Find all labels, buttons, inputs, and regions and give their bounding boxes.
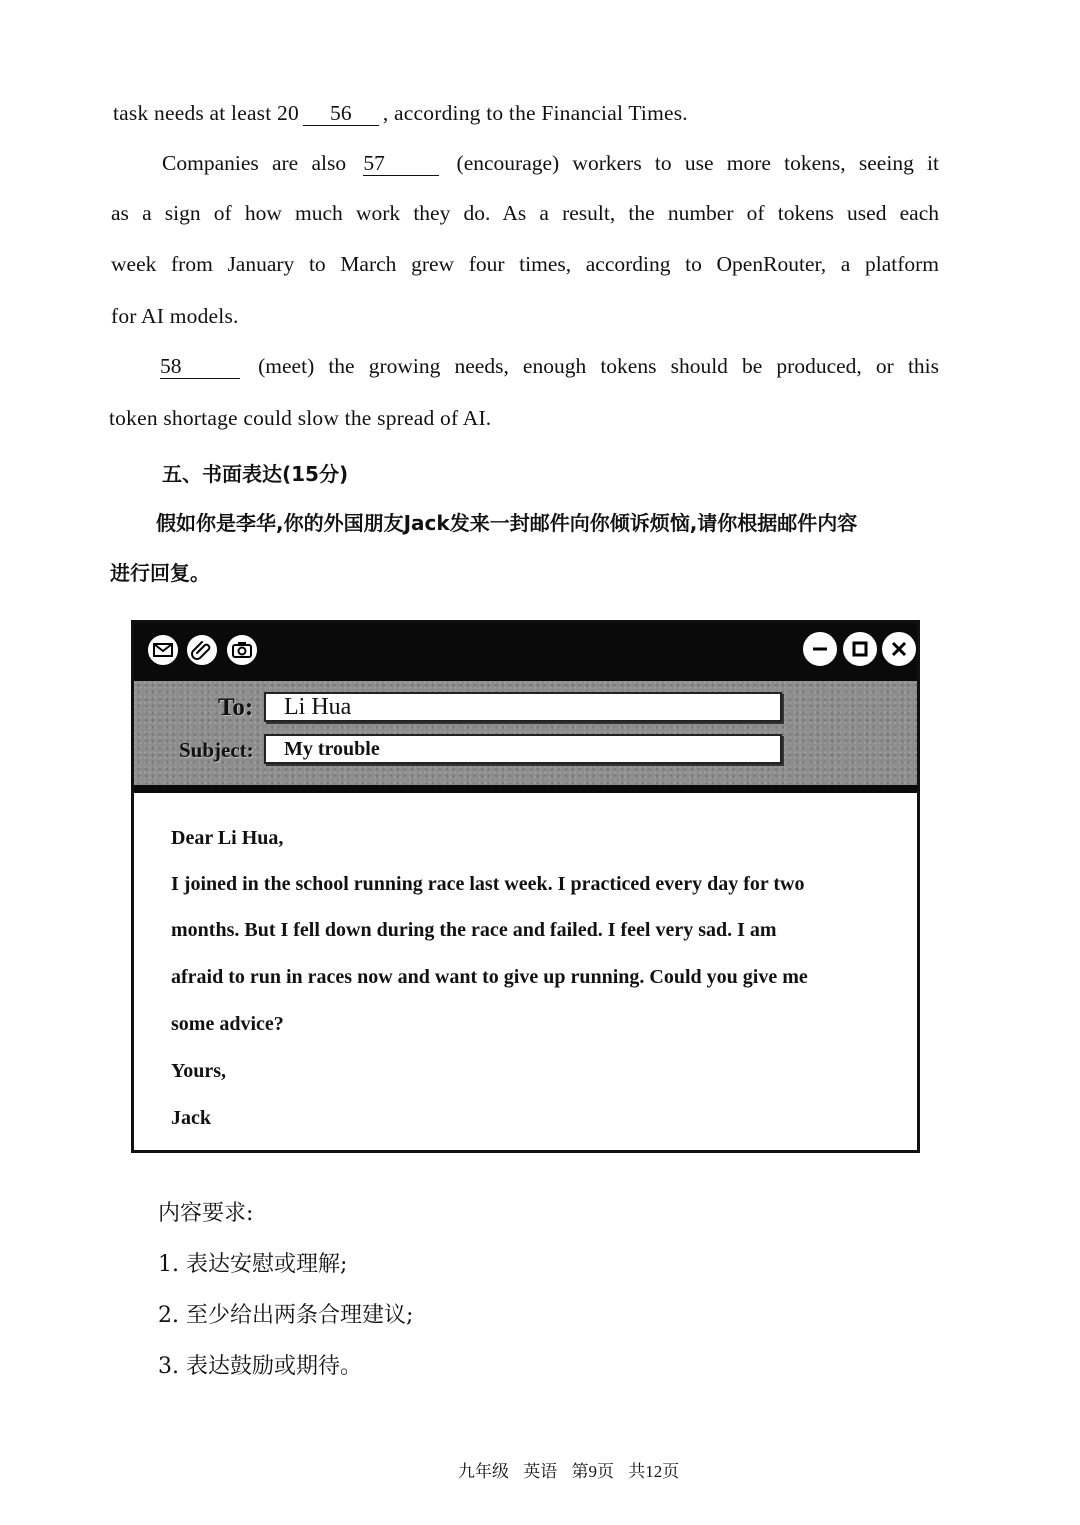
email-body-line: afraid to run in races now and want to give up running. Could you give me [171, 966, 808, 988]
camera-icon[interactable] [227, 635, 257, 665]
instruction-line-2: 进行回复。 [110, 561, 210, 585]
maximize-icon[interactable] [843, 632, 877, 666]
passage-line-1 [113, 101, 688, 126]
requirements-title: 内容要求: [158, 1201, 254, 1226]
close-icon[interactable] [882, 632, 916, 666]
to-field[interactable]: Li Hua [264, 692, 782, 722]
passage-line-2 [162, 151, 939, 176]
email-window [131, 620, 920, 1153]
blank-56: 56 [303, 102, 379, 126]
attachment-icon[interactable] [187, 635, 217, 665]
to-label: To: [218, 694, 254, 721]
email-closing: Yours, [171, 1060, 227, 1082]
passage-text: task needs at least 20 [113, 101, 299, 125]
blank-57: 57 [363, 152, 439, 176]
minimize-icon[interactable] [803, 632, 837, 666]
requirement-item-2: 2. 至少给出两条合理建议; [158, 1303, 414, 1328]
header-divider [134, 785, 917, 793]
requirement-item-3: 3. 表达鼓励或期待。 [158, 1354, 362, 1379]
blank-58: 58 [160, 355, 240, 379]
subject-label: Subject: [179, 738, 254, 762]
passage-text: (meet) the growing needs, enough tokens should be produced, or this [258, 354, 940, 378]
email-body-line: I joined in the school running race last week. I practiced every day for two [171, 873, 805, 895]
requirement-item-1: 1. 表达安慰或理解; [158, 1252, 348, 1277]
email-body-line: months. But I fell down during the race and failed. I feel very sad. I am [171, 919, 777, 941]
passage-line-5: for AI models. [111, 304, 239, 328]
email-greeting: Dear Li Hua, [171, 827, 284, 849]
passage-text: , according to the Financial Times. [382, 101, 688, 125]
passage-line-3: as a sign of how much work they do. As a result, the number of tokens used each [111, 201, 939, 225]
section-heading: 五、书面表达(15分) [162, 462, 349, 486]
subject-field[interactable]: My trouble [264, 734, 782, 764]
passage-text: (encourage) workers to use more tokens, seeing it [456, 151, 939, 175]
passage-line-7: token shortage could slow the spread of AI. [109, 406, 492, 430]
envelope-icon[interactable] [148, 635, 178, 665]
email-body-line: some advice? [171, 1013, 284, 1035]
instruction-line-1: 假如你是李华,你的外国朋友Jack发来一封邮件向你倾诉烦恼,请你根据邮件内容 [156, 511, 858, 535]
passage-text: Companies are also [162, 151, 347, 175]
page-footer: 九年级 英语 第9页 共12页 [458, 1462, 680, 1481]
passage-line-6 [160, 354, 939, 379]
email-signature: Jack [171, 1107, 211, 1129]
passage-line-4: week from January to March grew four times, according to OpenRouter, a platform [111, 252, 939, 276]
